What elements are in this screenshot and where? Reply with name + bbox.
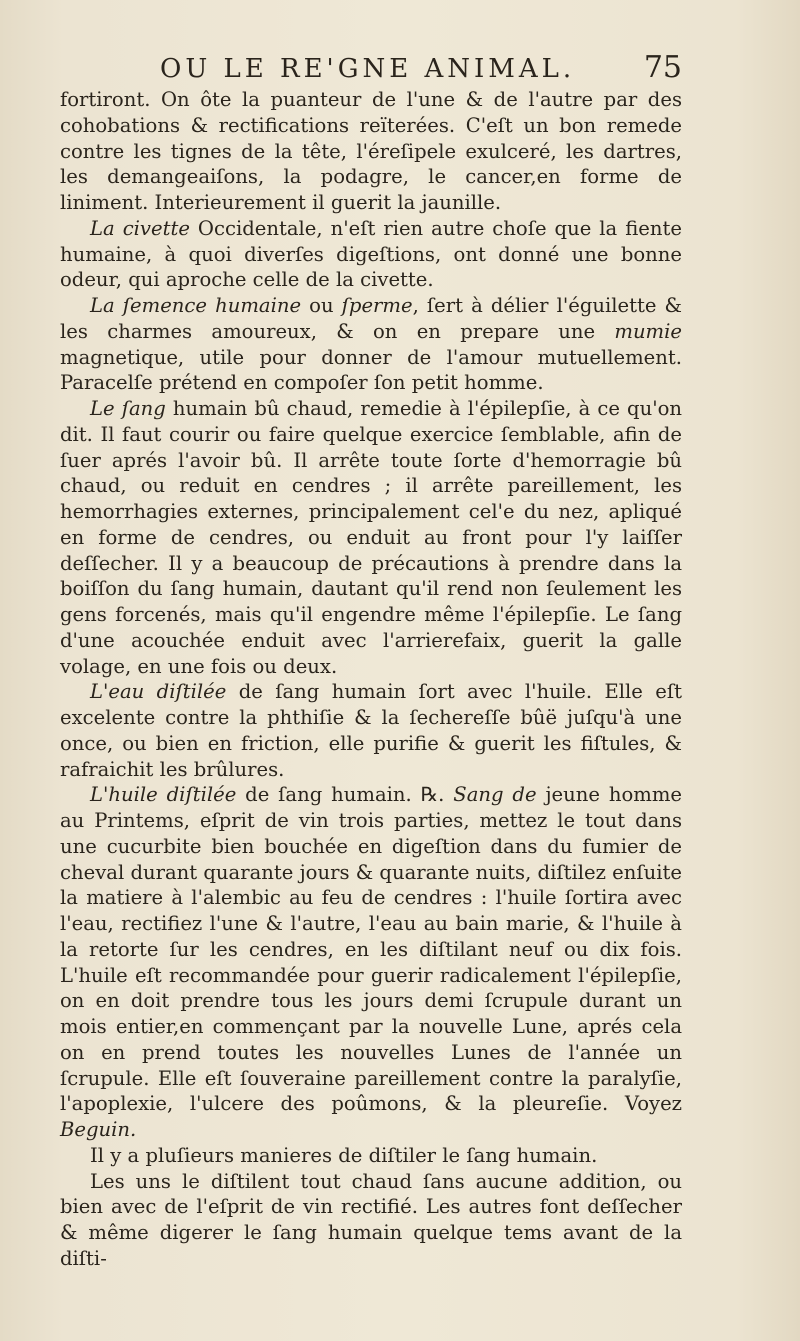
paragraph xyxy=(60,679,682,782)
paragraph xyxy=(60,782,682,1143)
italic-run: L'eau diſtilée xyxy=(90,680,227,704)
running-title: OU LE RE'GNE ANIMAL. xyxy=(160,54,576,84)
text-run: humain bû chaud, remedie à l'épilepſie, à ce qu'on dit. Il faut courir ou faire quelque exercice ſemblable, afin de ſuer aprés l'avoir bû. Il arrête toute ſorte d'hemorragie bû chaud, ou reduit en cendres ; il arrête pareillement, les hemorrhagies externes, principalement cel'e du nez, apliqué en forme de cendres, ou enduit au front pour l'y laiſſer deſſecher. Il y a beaucoup de précautions à prendre dans la boiſſon du ſang humain, dautant qu'il rend non ſeulement les gens forcenés, mais qu'il engendre même l'épilepſie. Le ſang d'une acouchée enduit avec l'arrierefaix, guerit la galle volage, en une fois ou deux. xyxy=(60,397,682,678)
paragraph xyxy=(60,87,682,216)
italic-run: La ſemence humaine xyxy=(90,294,302,317)
page-number: 75 xyxy=(643,50,682,85)
italic-run: L'huile diſtilée xyxy=(90,783,237,807)
text-run: de ſang humain ſort avec l'huile. Elle eſt excelente contre la phthiſie & la ſechereſſe bûë juſqu'à une once, ou bien en friction, elle purifie & guerit les fiſtules, & rafraichit les brûlures. xyxy=(60,680,682,781)
italic-run: Sang de xyxy=(453,783,537,807)
italic-run: Le ſang xyxy=(90,397,166,420)
italic-run: ſperme xyxy=(341,294,413,317)
paragraph xyxy=(60,396,682,679)
text-run: , ſert à délier l'éguilette & les charmes amoureux, & on en prepare une xyxy=(60,294,682,343)
text-run: Occidentale, n'eſt rien autre choſe que la fiente humaine, à quoi diverſes digeſtions, ont donné une bonne odeur, qui aproche celle de la civette. xyxy=(60,216,682,292)
body-text xyxy=(60,87,682,1272)
text-run: Il y a pluſieurs manieres de diſtiler le ſang humain. xyxy=(90,1143,598,1167)
text-run: de ſang humain. ℞. xyxy=(236,783,454,807)
italic-run: mumie xyxy=(614,319,682,343)
text-run: Les uns le diſtilent tout chaud ſans aucune addition, ou bien avec de l'eſprit de vin rectifié. Les autres font deſſecher & même digerer le ſang humain quelque tems avant de la diſti- xyxy=(60,1169,682,1270)
paragraph xyxy=(60,1169,682,1272)
paragraph xyxy=(60,216,682,293)
text-run: ou xyxy=(301,294,342,317)
text-run: fortiront. On ôte la puanteur de l'une & de l'autre par des cohobations & rectifications reïterées. C'eſt un bon remede contre les tignes de la tête, l'éreſipele exulceré, les dartres, les demangeaiſons, la podagre, le cancer,en forme de liniment. Interieurement il guerit la jaunille. xyxy=(60,88,682,214)
italic-run: La civette xyxy=(90,216,190,240)
paragraph xyxy=(60,1143,682,1169)
text-run: jeune homme au Printems, eſprit de vin trois parties, mettez le tout dans une cucurbite bien bouchée en digeſtion dans du fumier de cheval durant quarante jours & quarante nuits, diſtilez enſuite la matiere à l'alembic au feu de cendres : l'huile ſortira avec l'eau, rectifiez l'une & l'autre, l'eau au bain marie, & l'huile à la retorte ſur les cendres, en les diſtilant neuf ou dix fois. L'huile eſt recommandée pour guerir radicalement l'épilepſie, on en doit prendre tous les jours demi ſcrupule durant un mois entier,en commençant par la nouvelle Lune, aprés cela on en prend toutes les nouvelles Lunes de l'année un ſcrupule. Elle eſt ſouveraine pareillement contre la paralyſie, l'apoplexie, l'ulcere des poûmons, & la pleureſie. Voyez xyxy=(60,783,682,1116)
running-header xyxy=(60,50,682,85)
italic-run: Beguin. xyxy=(60,1118,137,1141)
text-run: magnetique, utile pour donner de l'amour mutuellement. Paracelſe prétend en compoſer ſon petit homme. xyxy=(60,345,682,395)
paragraph xyxy=(60,293,682,396)
